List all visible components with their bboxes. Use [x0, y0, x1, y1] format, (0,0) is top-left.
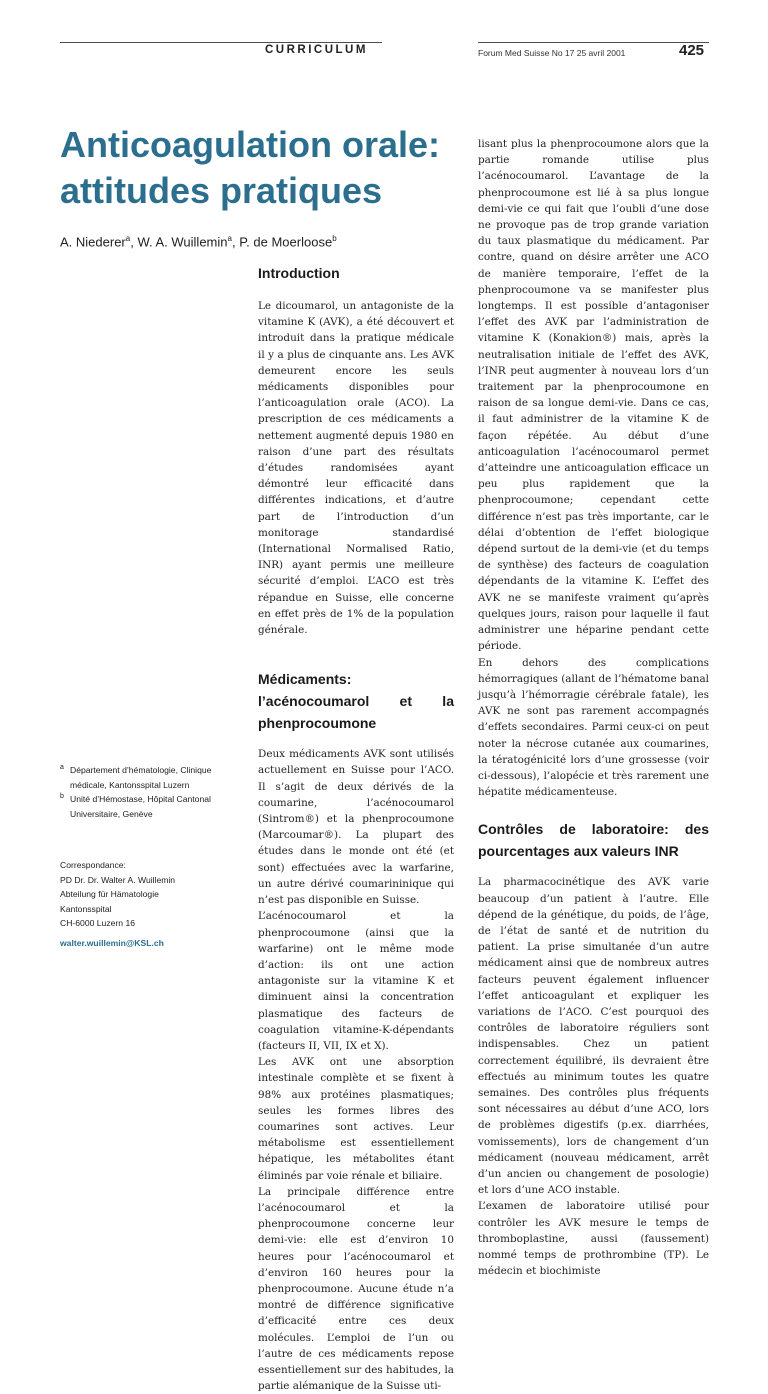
affiliation-a — [60, 763, 220, 792]
meds-paragraph-3: Les AVK ont une absorption intestinale complète et se fixent à 98% aux protéines plasmatiques; seules les formes libres des coumarines sont actives. Leur métabolisme est essentiellement hépatique, les métabolites étant éliminés par voie rénale et biliaire. — [258, 1056, 454, 1182]
col3-paragraph-1: lisant plus la phenprocoumone alors que la partie romande utilise plus l’acénocoumarol. L’avantage de la phenprocoumone est lié à sa plus longue demi-vie ce qui fait que l’oubli d’une dose ne provoque pas de trop grande variation du taux plasmatique du médicament. Par contre, quand on désire arrêter une ACO de manière temporaire, l’effet de la phenprocoumone va se manifester plus longtemps. Il est possible d’antagoniser l’effet des AVK par l’administration de vitamine K (Konakion®) mais, après la neutralisation initiale de l’effet des AVK, l’INR peut augmenter à nouveau lors d’un traitement par la phenprocoumone en raison de sa longue demi-vie. Dans ce cas, il faut administrer de la vitamine K de façon répétée. Au début d’une anticoagulation l’acénocoumarol permet d’atteindre une anticoagulation efficace un peu plus rapidement que la phenprocoumone; cependant cette différence n’est pas très importante, car le délai d’obtention de l’effet biologique dépend surtout de la demi-vie (et du temps de synthèse) des facteurs de coagulation dépendants de la vitamine K. L’effet des AVK ne se manifeste vraiment qu’après quelques jours, raison pour laquelle il faut administrer une héparine pendant cette période. — [478, 138, 709, 653]
affiliation-b-marker: b — [60, 793, 64, 801]
author-2: W. A. Wuillemin — [137, 234, 228, 250]
correspondence-email-1 — [60, 936, 220, 951]
meds-paragraph-4: La principale différence entre l’acénocoumarol et la phenprocoumone concerne leur demi-vie: elle est d’environ 10 heures pour l’acénocoumarol et d’environ 160 heures pour la phenprocoumone. Aucune étude n’a montré de différence significative d’efficacité entre ces deux molécules. L’emploi de l’un ou l’autre de ces médicaments repose essentiellement sur des habitudes, la partie alémanique de la Suisse uti- — [258, 1185, 454, 1393]
correspondence-label: Correspondance: — [60, 860, 126, 870]
author-3: P. de Moerloose — [239, 234, 333, 250]
author-1: A. Niederer — [60, 234, 126, 250]
intro-paragraph: Le dicoumarol, un antagoniste de la vitamine K (AVK), a été découvert et introduit dans la pratique médicale il y a plus de cinquante ans. Les AVK demeurent encore les seuls médicaments disponibles pour l’anticoagulation orale (ACO). La prescription de ces médicaments a nettement augmenté depuis 1980 en raison d’une part des résultats d’études randomisées ayant démontré leur efficacité dans différentes indications, et d’autre part de l’introduction d’un monitorage standardisé (International Normalised Ratio, INR) ayant permis une meilleure sécurité d’emploi. L’ACO est très répandue en Suisse, elle concerne en effet près de 1% de la population générale. — [258, 300, 454, 637]
author-1-affil: a — [125, 234, 131, 243]
column-2 — [258, 262, 454, 1394]
title-line-1: Anticoagulation orale: — [60, 124, 441, 165]
col3-paragraph-2: En dehors des complications hémorragiques (allant de l’hématome banal jusqu’à l’hémorragie cérébrale fatale), les AVK ne sont pas rarement accompagnés d’effets secondaires. Parmi ceux-ci on peut noter la nécrose cutanée aux coumarines, la tératogénicité lors d’une grossesse (voir ci-dessous), l’alopécie et très rarement une hépatite médicamenteuse. — [478, 656, 709, 799]
meds-paragraph-1: Deux médicaments AVK sont utilisés actuellement en Suisse pour l’ACO. Il s’agit de deux dérivés de la coumarine, l’acénocoumarol (Sintrom®) et la phenprocoumone (Marcoumar®). La plupart des études dans le monde ont été (et sont) effectuées avec la warfarine, un autre dérivé coumarininique qui n’est pas disponible en Suisse. — [258, 748, 454, 907]
article-title — [60, 122, 480, 214]
corr1-institution: Kantonsspital — [60, 903, 112, 914]
affiliation-b — [60, 792, 220, 821]
corr1-email-link[interactable]: walter.wuillemin@KSL.ch — [60, 938, 164, 948]
heading-introduction: Introduction — [258, 265, 340, 281]
header-rule-left — [60, 42, 382, 43]
corr1-dept: Abteilung für Hämatologie — [60, 889, 159, 900]
affiliation-b-text: Unité d’Hémostase, Hôpital Cantonal Universitaire, Genève — [70, 794, 211, 819]
author-list — [60, 234, 337, 249]
title-line-2: attitudes pratiques — [60, 170, 383, 211]
correspondence-block — [60, 858, 220, 931]
affiliation-a-marker: a — [60, 764, 64, 771]
author-2-affil: a — [227, 234, 232, 243]
affiliation-a-text: Département d’hématologie, Clinique médicale, Kantonsspital Luzern — [70, 765, 212, 790]
page-number: 425 — [679, 42, 705, 59]
col3-paragraph-3: La pharmacocinétique des AVK varie beaucoup d’un patient à l’autre. Elle dépend de la génétique, du poids, de l’âge, de l’état de santé et de nutrition du patient. La prise simultanée d’un autre médicament ainsi que de nombreux autres facteurs peuvent également influencer l’effet anticoagulant et expliquer les variations de l’ACO. C’est pourquoi des contrôles de laboratoire réguliers sont indispensables. Chez un patient correctement équilibré, ils devraient être effectués au minimum toutes les quatre semaines. Des contrôles plus fréquents sont nécessaires au début d’une ACO, lors de problèmes digestifs (p.ex. diarrhées, vomissements), lors de changement d’un médicament (nouveau médicament, arrêt d’un ancien ou changement de posologie) et lors d’une ACO instable. — [478, 876, 709, 1197]
col3-paragraph-4: L’examen de laboratoire utilisé pour contrôler les AVK mesure le temps de thromboplastine, aussi (faussement) nommé temps de prothrombine (TP). Le médecin et biochimiste — [478, 1200, 709, 1278]
header-rule-right — [478, 42, 709, 43]
journal-info: Forum Med Suisse No 17 25 avril 2001 — [478, 48, 626, 58]
heading-controles: Contrôles de laboratoire: des pourcentages aux valeurs INR — [478, 821, 709, 860]
author-3-affil: b — [332, 234, 337, 243]
column-3 — [478, 136, 709, 1279]
meds-paragraph-2: L’acénocoumarol et la phenprocoumone (ainsi que la warfarine) ont le même mode d’action: ils ont une action antagoniste sur la vitamine K et diminuent ainsi la concentration plasmatique des facteurs de coagulation vitamine-K-dépendants (facteurs II, VII, IX et X). — [258, 910, 454, 1052]
affiliations-sidebar — [60, 763, 220, 821]
corr1-city: CH-6000 Luzern 16 — [60, 918, 136, 929]
author-separator: , — [130, 234, 138, 250]
section-label: CURRICULUM — [265, 44, 368, 56]
corr1-name: PD Dr. Dr. Walter A. Wuillemin — [60, 874, 176, 885]
author-separator: , — [231, 234, 240, 250]
heading-medicaments: Médicaments: l’acénocoumarol et la phenprocoumone — [258, 671, 454, 732]
